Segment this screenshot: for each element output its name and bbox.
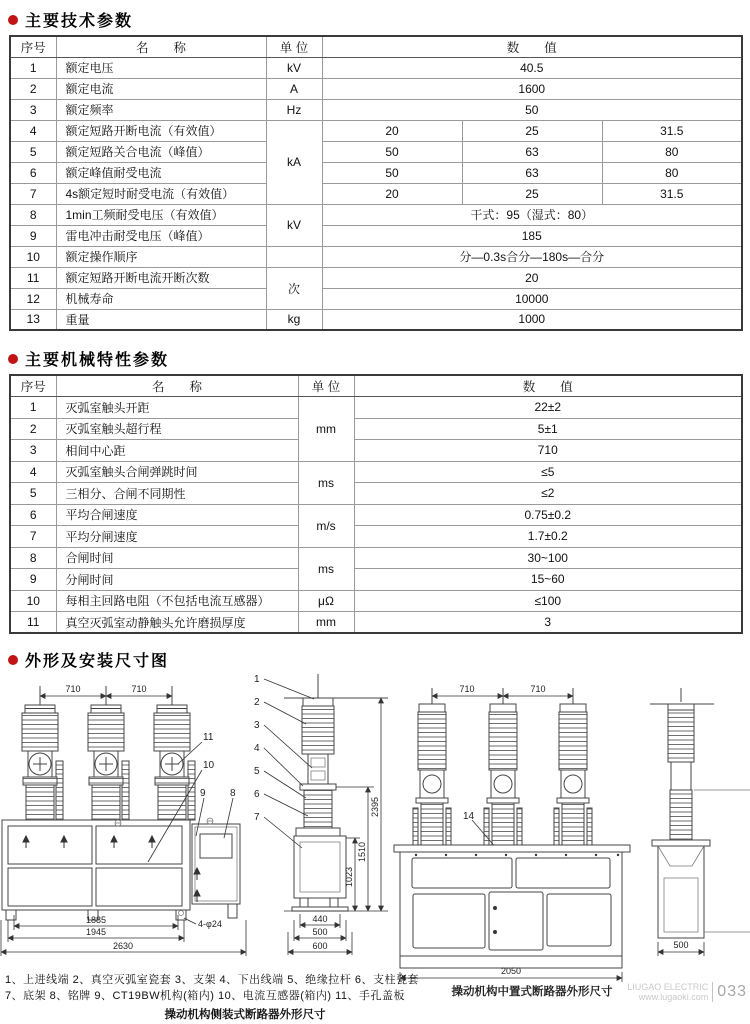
cell-name: 额定短路开断电流开断次数 xyxy=(56,267,266,288)
cell-no: 9 xyxy=(10,569,56,591)
caption-right: 操动机构中置式断路器外形尺寸 xyxy=(451,986,613,998)
cell-value: 20 xyxy=(322,267,742,288)
table-header-row xyxy=(10,375,742,397)
cell-value: 1600 xyxy=(322,78,742,99)
base-cabinet xyxy=(394,845,630,968)
cell-value: 63 xyxy=(462,162,602,183)
dim-label: 2395 xyxy=(370,796,380,818)
small-side-view xyxy=(650,688,750,938)
page-number: 033 xyxy=(717,983,747,1000)
cell-value: 50 xyxy=(322,141,462,162)
cell-value: 5±1 xyxy=(354,418,742,440)
cell-no: 5 xyxy=(10,141,56,162)
dim-label: 2630 xyxy=(112,941,134,951)
table-row xyxy=(10,204,742,225)
table-row xyxy=(10,78,742,99)
dim-label: 710 xyxy=(459,684,475,694)
cell-no: 13 xyxy=(10,309,56,330)
cell-name: 灭弧室触头超行程 xyxy=(56,418,298,440)
cell-name: 机械寿命 xyxy=(56,288,266,309)
table-row xyxy=(10,590,742,612)
cell-name: 1min工频耐受电压（有效值） xyxy=(56,204,266,225)
cell-name: 重量 xyxy=(56,309,266,330)
cell-value: 63 xyxy=(462,141,602,162)
cell-value: 710 xyxy=(354,440,742,462)
cell-unit: kV xyxy=(266,57,322,78)
cell-name: 额定短路关合电流（峰值） xyxy=(56,141,266,162)
cell-name: 额定峰值耐受电流 xyxy=(56,162,266,183)
cell-value: 20 xyxy=(322,120,462,141)
brand-line-1: LIUGAO ELECTRIC xyxy=(627,982,709,992)
cell-name: 额定操作顺序 xyxy=(56,246,266,267)
cell-name: 额定电压 xyxy=(56,57,266,78)
cell-name: 相间中心距 xyxy=(56,440,298,462)
section-title-text: 外形及安装尺寸图 xyxy=(25,653,170,670)
mechanism-box xyxy=(192,818,240,904)
callout-label: 3 xyxy=(254,720,260,731)
cell-unit xyxy=(266,246,322,267)
table-row xyxy=(10,569,742,591)
cell-unit: ms xyxy=(298,547,354,590)
dim-label: 500 xyxy=(312,927,328,937)
table-row xyxy=(10,526,742,548)
cell-unit: mm xyxy=(298,397,354,462)
cell-value: 3 xyxy=(354,612,742,634)
cell-value: 40.5 xyxy=(322,57,742,78)
table-row xyxy=(10,612,742,634)
cell-unit: A xyxy=(266,78,322,99)
table-row xyxy=(10,418,742,440)
table-row xyxy=(10,483,742,505)
cell-name: 合闸时间 xyxy=(56,547,298,569)
col-header-unit: 单 位 xyxy=(266,36,322,57)
cell-no: 12 xyxy=(10,288,56,309)
section-outline-title xyxy=(8,648,750,671)
cell-no: 6 xyxy=(10,504,56,526)
dim-label: 1885 xyxy=(85,915,107,925)
red-bullet-icon xyxy=(8,354,18,364)
cell-value: 30~100 xyxy=(354,547,742,569)
cell-unit: kg xyxy=(266,309,322,330)
cell-no: 1 xyxy=(10,397,56,419)
mech-parameters-table xyxy=(9,374,743,634)
table-row xyxy=(10,440,742,462)
table-row xyxy=(10,225,742,246)
cell-name: 真空灭弧室动静触头允许磨损厚度 xyxy=(56,612,298,634)
table-row xyxy=(10,99,742,120)
table-row xyxy=(10,183,742,204)
pole-insulator xyxy=(413,688,451,845)
table-row xyxy=(10,547,742,569)
col-header-no: 序号 xyxy=(10,36,56,57)
cell-value: 31.5 xyxy=(602,120,742,141)
cell-no: 2 xyxy=(10,78,56,99)
cell-value: 15~60 xyxy=(354,569,742,591)
table-row xyxy=(10,267,742,288)
section-title-text: 主要技术参数 xyxy=(25,13,134,30)
cell-name: 平均分闸速度 xyxy=(56,526,298,548)
cell-unit: μΩ xyxy=(298,590,354,612)
cell-name: 雷电冲击耐受电压（峰值） xyxy=(56,225,266,246)
side-view-drawing xyxy=(248,672,390,972)
section-mech-title xyxy=(8,347,750,370)
table-row xyxy=(10,141,742,162)
col-header-name: 名 称 xyxy=(56,36,266,57)
brand-line-2: www.lugaoki.com xyxy=(638,992,709,1002)
cell-value: 10000 xyxy=(322,288,742,309)
table-header-row xyxy=(10,36,742,57)
cell-unit: mm xyxy=(298,612,354,634)
cell-name: 每相主回路电阻（不包括电流互感器） xyxy=(56,590,298,612)
cell-no: 11 xyxy=(10,267,56,288)
table-row xyxy=(10,120,742,141)
cell-value: 0.75±0.2 xyxy=(354,504,742,526)
cell-value: 20 xyxy=(322,183,462,204)
legend-line-2: 7、底架 8、铭牌 9、CT19BW机构(箱内) 10、电流互感器(箱内) 11、手孔盖板 xyxy=(5,990,406,1002)
callout-label: 14 xyxy=(463,811,475,822)
cell-value: 分—0.3s合分—180s—合分 xyxy=(322,246,742,267)
cell-value: 1.7±0.2 xyxy=(354,526,742,548)
section-tech-title xyxy=(8,8,750,31)
cell-name: 额定频率 xyxy=(56,99,266,120)
mid-mounted-front-view-drawing xyxy=(392,680,750,1010)
cell-no: 2 xyxy=(10,418,56,440)
cell-value: 干式：95（湿式：80） xyxy=(322,204,742,225)
callout-label: 10 xyxy=(203,760,215,771)
pole-insulator xyxy=(484,688,522,845)
dim-label: 440 xyxy=(312,914,328,924)
legend-line-1: 1、上进线端 2、真空灭弧室瓷套 3、支架 4、下出线端 5、绝缘拉杆 6、支柱瓷套 xyxy=(5,974,419,986)
dim-label: 1945 xyxy=(85,927,107,937)
cell-unit: m/s xyxy=(298,504,354,547)
dim-label: 2050 xyxy=(500,966,522,976)
cell-name: 额定短路开断电流（有效值） xyxy=(56,120,266,141)
pole-insulator xyxy=(554,688,592,845)
outline-drawings-area xyxy=(0,672,750,1024)
cell-name: 4s额定短时耐受电流（有效值） xyxy=(56,183,266,204)
cell-no: 4 xyxy=(10,461,56,483)
cell-value: 25 xyxy=(462,120,602,141)
cell-value: 50 xyxy=(322,99,742,120)
callout-label: 6 xyxy=(254,789,260,800)
cell-no: 4 xyxy=(10,120,56,141)
callout-label: 5 xyxy=(254,766,260,777)
dim-label: 710 xyxy=(131,684,147,694)
side-mounted-front-view-drawing xyxy=(0,672,248,972)
caption-left: 操动机构侧装式断路器外形尺寸 xyxy=(164,1009,326,1021)
pole-insulator xyxy=(88,686,129,820)
tech-parameters-table xyxy=(9,35,743,331)
col-header-no: 序号 xyxy=(10,375,56,397)
cell-name: 分闸时间 xyxy=(56,569,298,591)
col-header-value: 数 值 xyxy=(354,375,742,397)
cell-no: 7 xyxy=(10,526,56,548)
cell-name: 额定电流 xyxy=(56,78,266,99)
col-header-name: 名 称 xyxy=(56,375,298,397)
cell-value: 22±2 xyxy=(354,397,742,419)
cell-no: 1 xyxy=(10,57,56,78)
cell-no: 5 xyxy=(10,483,56,505)
section-title-text: 主要机械特性参数 xyxy=(25,352,170,369)
cell-value: 80 xyxy=(602,141,742,162)
cell-value: ≤2 xyxy=(354,483,742,505)
pole-insulator xyxy=(154,686,195,820)
table-row xyxy=(10,162,742,183)
cell-no: 11 xyxy=(10,612,56,634)
cell-unit: ms xyxy=(298,461,354,504)
cell-value: 185 xyxy=(322,225,742,246)
table-row xyxy=(10,288,742,309)
red-bullet-icon xyxy=(8,655,18,665)
cell-value: 31.5 xyxy=(602,183,742,204)
dim-label: 500 xyxy=(673,940,689,950)
cell-unit: Hz xyxy=(266,99,322,120)
callout-label: 9 xyxy=(200,788,206,799)
dim-label: 600 xyxy=(312,941,328,951)
cell-value: ≤5 xyxy=(354,461,742,483)
dim-label: 710 xyxy=(65,684,81,694)
cell-no: 6 xyxy=(10,162,56,183)
table-row xyxy=(10,461,742,483)
cell-no: 9 xyxy=(10,225,56,246)
callout-label: 1 xyxy=(254,674,260,685)
cell-name: 灭弧室触头开距 xyxy=(56,397,298,419)
cell-no: 10 xyxy=(10,590,56,612)
cell-value: ≤100 xyxy=(354,590,742,612)
cell-name: 三相分、合闸不同期性 xyxy=(56,483,298,505)
base-cabinet xyxy=(2,820,190,910)
callout-label: 2 xyxy=(254,697,260,708)
cell-value: 80 xyxy=(602,162,742,183)
cell-unit: 次 xyxy=(266,267,322,309)
cell-name: 平均合闸速度 xyxy=(56,504,298,526)
cell-no: 8 xyxy=(10,204,56,225)
dim-label: 1510 xyxy=(357,841,367,863)
col-header-value: 数 值 xyxy=(322,36,742,57)
cell-value: 50 xyxy=(322,162,462,183)
cell-unit: kV xyxy=(266,204,322,246)
parts-legend xyxy=(5,972,445,1004)
table-row xyxy=(10,246,742,267)
cell-value: 1000 xyxy=(322,309,742,330)
cell-unit: kA xyxy=(266,120,322,204)
holes-label: 4-φ24 xyxy=(198,919,222,929)
table-row xyxy=(10,57,742,78)
brand-watermark xyxy=(627,982,713,1002)
callout-label: 11 xyxy=(203,732,214,743)
cell-no: 10 xyxy=(10,246,56,267)
callout-label: 4 xyxy=(254,743,260,754)
callout-label: 7 xyxy=(254,812,260,823)
table-row xyxy=(10,504,742,526)
dim-label: 1023 xyxy=(344,866,354,888)
cell-value: 25 xyxy=(462,183,602,204)
pole-insulator xyxy=(22,686,63,820)
col-header-unit: 单 位 xyxy=(298,375,354,397)
cell-name: 灭弧室触头合闸弹跳时间 xyxy=(56,461,298,483)
callout-label: 8 xyxy=(230,788,236,799)
table-row xyxy=(10,397,742,419)
footer-watermark xyxy=(627,982,747,1002)
cell-no: 3 xyxy=(10,99,56,120)
red-bullet-icon xyxy=(8,15,18,25)
table-row xyxy=(10,309,742,330)
cell-no: 7 xyxy=(10,183,56,204)
dim-label: 710 xyxy=(530,684,546,694)
cell-no: 3 xyxy=(10,440,56,462)
cell-no: 8 xyxy=(10,547,56,569)
